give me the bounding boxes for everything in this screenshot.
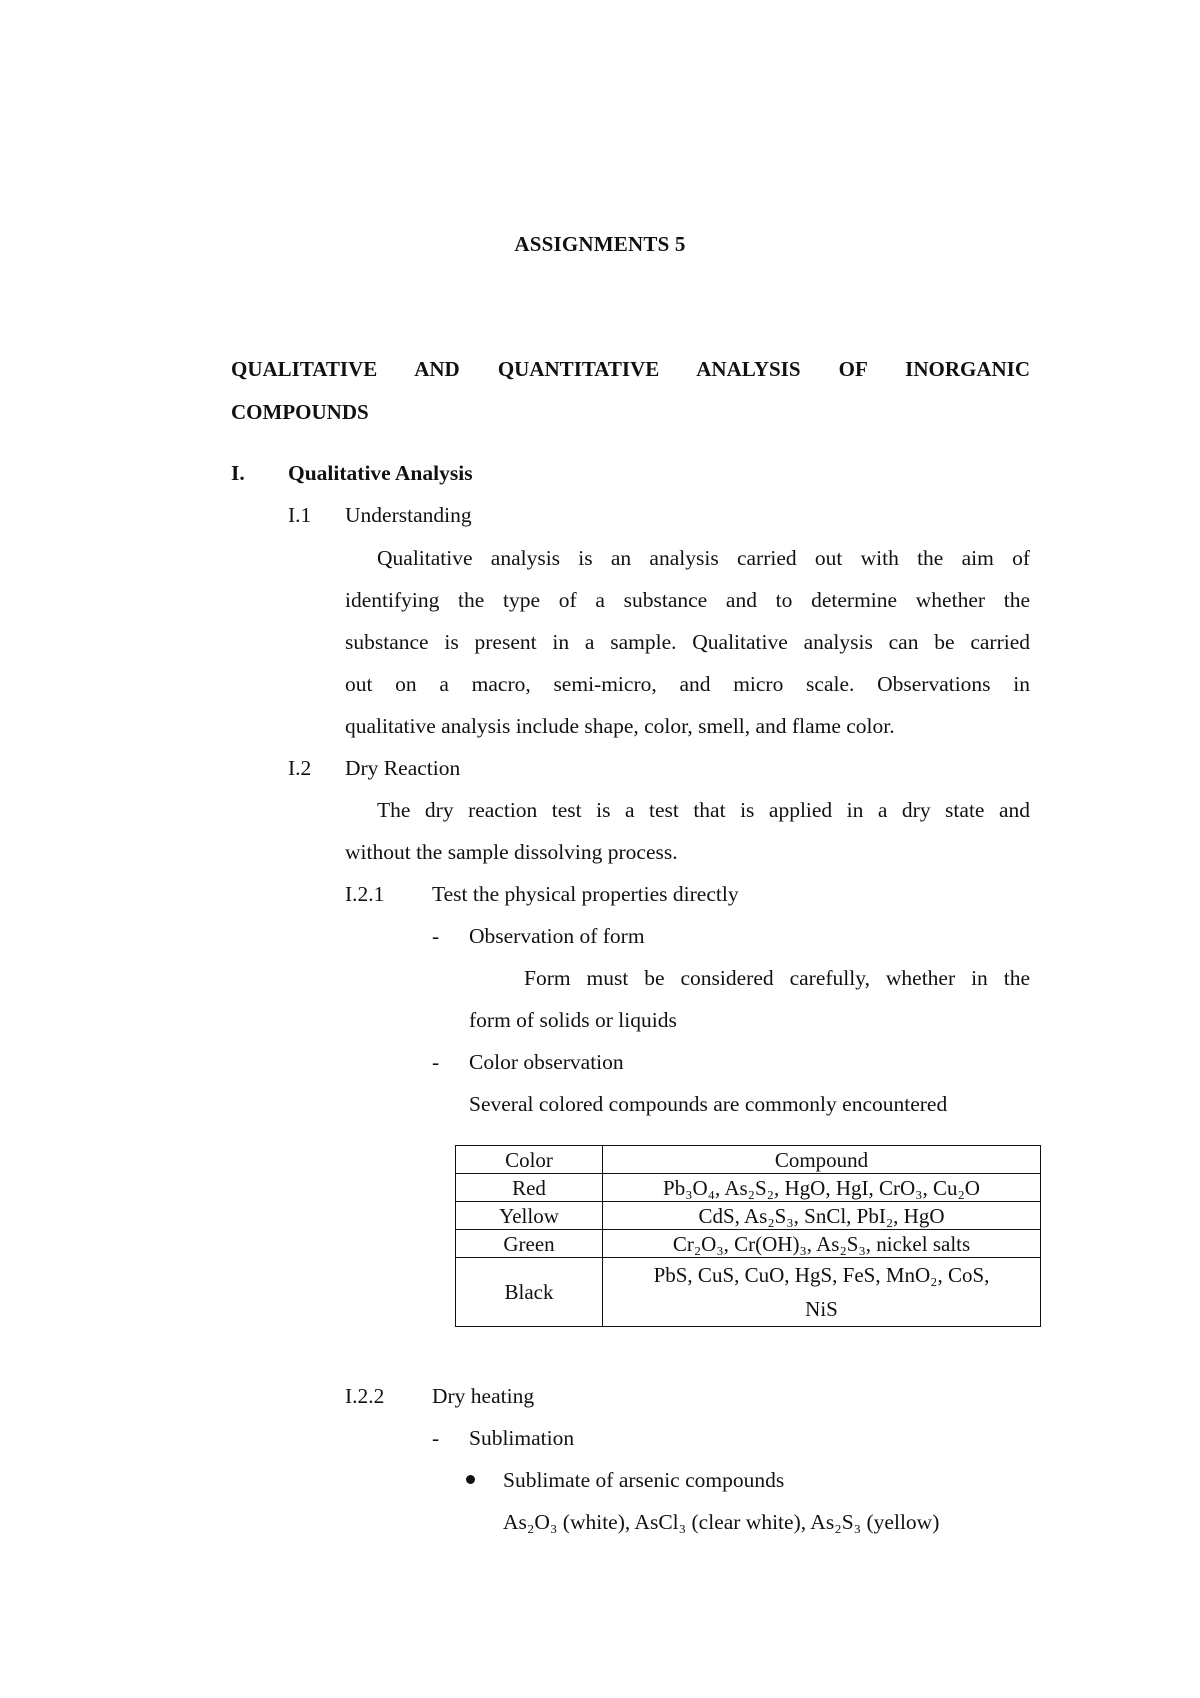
table-cell-color: Black (456, 1258, 603, 1327)
bullet-icon (466, 1475, 475, 1484)
table-row (456, 1174, 1041, 1202)
table-header-row (456, 1146, 1041, 1174)
compound-line: NiS (805, 1297, 838, 1321)
list-item-label: Observation of form (469, 924, 645, 948)
subsubsection-title: Test the physical properties directly (432, 882, 739, 906)
list-item-label: Color observation (469, 1050, 624, 1074)
table-row (456, 1258, 1041, 1327)
table-row (456, 1202, 1041, 1230)
paragraph-line: identifying the type of a substance and to determine whether the (345, 588, 1030, 612)
paragraph-line: out on a macro, semi-micro, and micro scale. Observations in (345, 672, 1030, 696)
dash-marker: - (432, 1050, 440, 1074)
bullet-item-label: Sublimate of arsenic compounds (503, 1468, 785, 1492)
main-heading-line-1: QUALITATIVE AND QUANTITATIVE ANALYSIS OF INORGANIC (231, 357, 1030, 381)
dash-marker: - (432, 1426, 440, 1450)
section-title: Qualitative Analysis (288, 461, 473, 485)
main-heading-line-2: COMPOUNDS (231, 400, 369, 424)
paragraph-line: qualitative analysis include shape, color, smell, and flame color. (345, 714, 895, 738)
section-number: I. (231, 461, 245, 485)
paragraph-line: without the sample dissolving process. (345, 840, 678, 864)
table-cell-compound: Pb₃O₄, As₂S₂, HgO, HgI, CrO₃, Cu₂O (603, 1174, 1041, 1202)
subsection-title: Dry Reaction (345, 756, 461, 780)
table-cell-compound (603, 1258, 1041, 1327)
paragraph-line: The dry reaction test is a test that is applied in a dry state and (377, 798, 1030, 822)
list-item-label: Sublimation (469, 1426, 575, 1450)
paragraph-line: Qualitative analysis is an analysis carried out with the aim of (377, 546, 1030, 570)
table-cell-compound: Cr₂O₃, Cr(OH)₃, As₂S₃, nickel salts (603, 1230, 1041, 1258)
subsection-title: Understanding (345, 503, 472, 527)
compound-line: PbS, CuS, CuO, HgS, FeS, MnO₂, CoS, (653, 1263, 990, 1287)
subsubsection-number: I.2.2 (345, 1384, 385, 1408)
page-title: ASSIGNMENTS 5 (514, 232, 686, 256)
table-cell-color: Green (456, 1230, 603, 1258)
color-compound-table (455, 1145, 1041, 1327)
table-cell-color: Yellow (456, 1202, 603, 1230)
paragraph-line: substance is present in a sample. Qualitative analysis can be carried (345, 630, 1030, 654)
subsection-number: I.1 (288, 503, 312, 527)
bullet-item-text: As₂O₃ (white), AsCl₃ (clear white), As₂S₃ (yellow) (503, 1510, 940, 1534)
paragraph-line: Form must be considered carefully, whether in the (524, 966, 1030, 990)
dash-marker: - (432, 924, 440, 948)
table-header-cell: Color (456, 1146, 603, 1174)
subsubsection-number: I.2.1 (345, 882, 385, 906)
subsection-number: I.2 (288, 756, 312, 780)
table-row (456, 1230, 1041, 1258)
table-header-cell: Compound (603, 1146, 1041, 1174)
table-cell-compound: CdS, As₂S₃, SnCl, PbI₂, HgO (603, 1202, 1041, 1230)
paragraph-line: form of solids or liquids (469, 1008, 677, 1032)
paragraph-line: Several colored compounds are commonly encountered (469, 1092, 948, 1116)
table-cell-color: Red (456, 1174, 603, 1202)
subsubsection-title: Dry heating (432, 1384, 535, 1408)
